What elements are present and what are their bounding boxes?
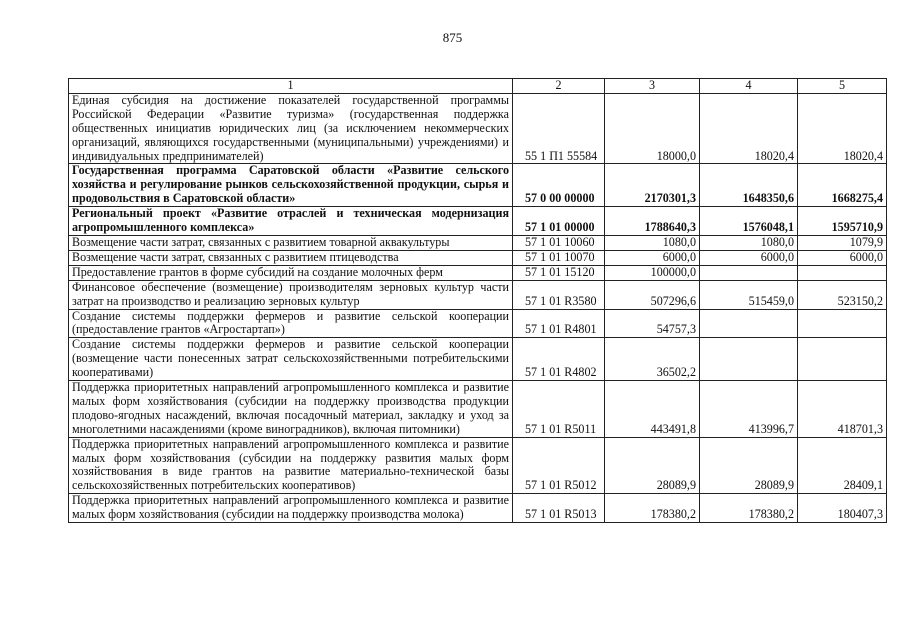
row-name-cell: Единая субсидия на достижение показателей государственной программы Российской Федерации «Развитие туризма» (государственная поддержка общественных инициатив юридических лиц (за исключением некоммерческих организаций, являющихся государственными (муниципальными) учреждениями) и индивидуальных предпринимателей): [69, 93, 513, 164]
row-value-col4: [700, 309, 798, 338]
row-value-col3: 178380,2: [605, 494, 700, 523]
row-value-col4: 178380,2: [700, 494, 798, 523]
table-row: [69, 381, 887, 438]
table-row: [69, 265, 887, 280]
row-value-col4: 1576048,1: [700, 207, 798, 236]
row-code-cell: 57 1 01 10060: [513, 235, 605, 250]
row-value-col3: 2170301,3: [605, 164, 700, 207]
table-header-row: [69, 79, 887, 94]
row-value-col4: [700, 265, 798, 280]
row-value-col5: [798, 309, 887, 338]
row-code-cell: 57 0 00 00000: [513, 164, 605, 207]
row-value-col3: 18000,0: [605, 93, 700, 164]
table-row: [69, 164, 887, 207]
table-row: [69, 93, 887, 164]
table-row: [69, 338, 887, 381]
row-value-col3: 6000,0: [605, 250, 700, 265]
row-name-cell: Поддержка приоритетных направлений агропромышленного комплекса и развитие малых форм хозяйствования (субсидии на поддержку производства молока): [69, 494, 513, 523]
row-code-cell: 57 1 01 R4802: [513, 338, 605, 381]
row-value-col5: [798, 338, 887, 381]
row-name-cell: Предоставление грантов в форме субсидий на создание молочных ферм: [69, 265, 513, 280]
row-name-cell: Региональный проект «Развитие отраслей и техническая модернизация агропромышленного комплекса»: [69, 207, 513, 236]
row-value-col4: 1080,0: [700, 235, 798, 250]
row-value-col3: 36502,2: [605, 338, 700, 381]
table-row: [69, 235, 887, 250]
row-code-cell: 57 1 01 15120: [513, 265, 605, 280]
row-name-cell: Создание системы поддержки фермеров и развитие сельской кооперации (предоставление грантов «Агростартап»): [69, 309, 513, 338]
row-value-col5: 180407,3: [798, 494, 887, 523]
row-name-cell: Возмещение части затрат, связанных с развитием птицеводства: [69, 250, 513, 265]
table-row: [69, 494, 887, 523]
row-value-col3: 1080,0: [605, 235, 700, 250]
row-code-cell: 57 1 01 00000: [513, 207, 605, 236]
row-value-col3: 1788640,3: [605, 207, 700, 236]
header-col-2: 2: [513, 79, 605, 94]
table-body: [69, 93, 887, 522]
row-code-cell: 57 1 01 R5013: [513, 494, 605, 523]
row-name-cell: Поддержка приоритетных направлений агропромышленного комплекса и развитие малых форм хозяйствования (субсидии на поддержку производства продукции плодово-ягодных насаждений, включая посадочный материал, закладку и уход за многолетними насаждениями (кроме виноградников), включая питомники): [69, 381, 513, 438]
row-code-cell: 57 1 01 R5012: [513, 437, 605, 494]
row-value-col4: 18020,4: [700, 93, 798, 164]
page-number: 875: [442, 30, 463, 45]
row-value-col5: 418701,3: [798, 381, 887, 438]
row-value-col4: 6000,0: [700, 250, 798, 265]
row-value-col5: 1668275,4: [798, 164, 887, 207]
table-row: [69, 207, 887, 236]
header-col-4: 4: [700, 79, 798, 94]
budget-table: [68, 78, 887, 523]
row-code-cell: 57 1 01 R5011: [513, 381, 605, 438]
table-row: [69, 437, 887, 494]
row-name-cell: Поддержка приоритетных направлений агропромышленного комплекса и развитие малых форм хозяйствования (субсидии на поддержку развития малых форм хозяйствования в виде грантов на развитие материально-технической базы сельскохозяйственных потребительских кооперативов): [69, 437, 513, 494]
row-value-col5: 1595710,9: [798, 207, 887, 236]
row-name-cell: Финансовое обеспечение (возмещение) производителям зерновых культур части затрат на производство и реализацию зерновых культур: [69, 280, 513, 309]
row-code-cell: 57 1 01 10070: [513, 250, 605, 265]
header-col-3: 3: [605, 79, 700, 94]
row-value-col3: 507296,6: [605, 280, 700, 309]
row-value-col4: [700, 338, 798, 381]
row-value-col4: 413996,7: [700, 381, 798, 438]
header-col-5: 5: [798, 79, 887, 94]
row-code-cell: 57 1 01 R3580: [513, 280, 605, 309]
row-value-col5: 6000,0: [798, 250, 887, 265]
row-value-col3: 28089,9: [605, 437, 700, 494]
row-value-col5: 1079,9: [798, 235, 887, 250]
row-value-col5: [798, 265, 887, 280]
table-row: [69, 250, 887, 265]
row-value-col5: 28409,1: [798, 437, 887, 494]
row-value-col5: 523150,2: [798, 280, 887, 309]
row-code-cell: 55 1 П1 55584: [513, 93, 605, 164]
row-value-col4: 28089,9: [700, 437, 798, 494]
header-col-1: 1: [69, 79, 513, 94]
row-value-col3: 54757,3: [605, 309, 700, 338]
row-code-cell: 57 1 01 R4801: [513, 309, 605, 338]
row-name-cell: Создание системы поддержки фермеров и развитие сельской кооперации (возмещение части понесенных затрат сельскохозяйственными потребительскими кооперативами): [69, 338, 513, 381]
row-value-col4: 1648350,6: [700, 164, 798, 207]
row-value-col3: 100000,0: [605, 265, 700, 280]
row-name-cell: Государственная программа Саратовской области «Развитие сельского хозяйства и регулирование рынков сельскохозяйственной продукции, сырья и продовольствия в Саратовской области»: [69, 164, 513, 207]
table-row: [69, 309, 887, 338]
row-value-col4: 515459,0: [700, 280, 798, 309]
table-row: [69, 280, 887, 309]
row-value-col5: 18020,4: [798, 93, 887, 164]
row-name-cell: Возмещение части затрат, связанных с развитием товарной аквакультуры: [69, 235, 513, 250]
row-value-col3: 443491,8: [605, 381, 700, 438]
